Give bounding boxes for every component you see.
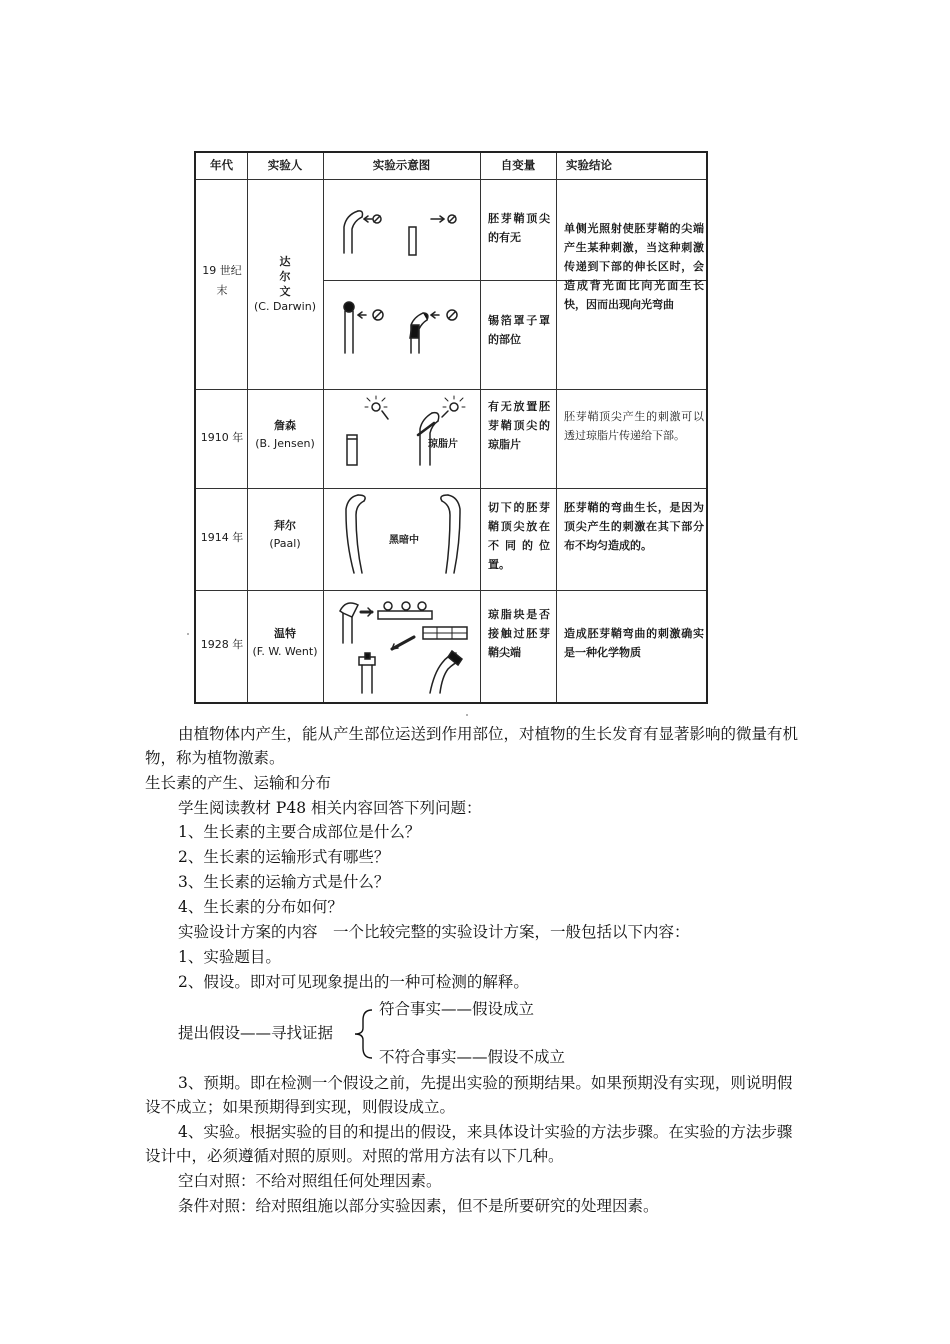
reading-instruction: 学生阅读教材 P48 相关内容回答下列问题： bbox=[178, 799, 482, 817]
question-4: 4、生长素的分布如何？ bbox=[178, 898, 343, 916]
question-1: 1、生长素的主要合成部位是什么？ bbox=[178, 823, 421, 841]
went-diagram bbox=[340, 602, 467, 693]
header-year: 年代 bbox=[210, 158, 233, 172]
person-cn: 温特 bbox=[274, 627, 296, 640]
step-4-text: 4、实验。根据实验的目的和提出的假设，来具体设计实验的方法步骤。在实验的方法步骤设计中，必须遵循对照的原则。对照的常用方法有以下几种。 bbox=[145, 1123, 793, 1165]
hypothesis-true: 符合事实——假设成立 bbox=[379, 1000, 535, 1018]
darwin-diagram-b bbox=[344, 302, 457, 353]
conclusion-paal: 胚芽鞘的弯曲生长，是因为顶尖产生的刺激在其下部分布不均匀造成的。 bbox=[564, 501, 704, 552]
variable-darwin-a: 胚芽鞘顶尖的有无 bbox=[488, 212, 550, 244]
year-jensen: 1910 年 bbox=[200, 431, 244, 444]
experiment-table bbox=[194, 151, 708, 704]
step-2: 2、假设。即对可见现象提出的一种可检测的解释。 bbox=[178, 973, 529, 991]
person-char: 文 bbox=[279, 285, 291, 298]
question-3: 3、生长素的运输方式是什么？ bbox=[178, 873, 390, 891]
variable-jensen: 有无放置胚芽鞘顶尖的琼脂片 bbox=[488, 400, 550, 451]
definition-paragraph bbox=[145, 722, 807, 770]
curly-brace bbox=[350, 1008, 376, 1060]
header-conclusion: 实验结论 bbox=[566, 158, 612, 172]
design-intro: 实验设计方案的内容 一个比较完整的实验设计方案，一般包括以下内容： bbox=[178, 923, 690, 941]
person-cn: 詹森 bbox=[274, 419, 296, 432]
person-char: 尔 bbox=[279, 270, 291, 283]
year-paal: 1914 年 bbox=[200, 531, 244, 544]
conclusion-darwin: 单侧光照射使胚芽鞘的尖端产生某种刺激，当这种刺激传递到下部的伸长区时，会造成背光面比向光面生长快，因而出现向光弯曲 bbox=[564, 222, 704, 311]
conclusion-went: 造成胚芽鞘弯曲的刺激确实是一种化学物质 bbox=[564, 627, 704, 659]
step-3-text: 3、预期。即在检测一个假设之前，先提出实验的预期结果。如果预期没有实现，则说明假设不成立；如果预期得到实现，则假设成立。 bbox=[145, 1074, 793, 1116]
year-darwin: 19 世纪末 bbox=[202, 264, 242, 297]
blank-control: 空白对照：不给对照组任何处理因素。 bbox=[178, 1172, 442, 1190]
variable-paal: 切下的胚芽鞘顶尖放在不同的位置。 bbox=[488, 501, 550, 571]
step-4 bbox=[145, 1120, 807, 1168]
variable-went: 琼脂块是否接触过胚芽鞘尖端 bbox=[488, 608, 550, 659]
year-went: 1928 年 bbox=[200, 638, 244, 651]
conclusion-jensen: 胚芽鞘顶尖产生的刺激可以透过琼脂片传递给下部。 bbox=[564, 410, 704, 442]
header-person: 实验人 bbox=[267, 158, 303, 172]
label-agar-sheet: 琼脂片 bbox=[428, 439, 458, 450]
variable-darwin-b: 锡箔罩子罩的部位 bbox=[488, 314, 550, 346]
label-darkness: 黑暗中 bbox=[389, 535, 419, 546]
scan-speck bbox=[187, 633, 189, 635]
hypothesis-left: 提出假设——寻找证据 bbox=[178, 1024, 334, 1042]
definition-text: 由植物体内产生，能从产生部位运送到作用部位，对植物的生长发育有显著影响的微量有机物，称为植物激素。 bbox=[145, 725, 799, 767]
person-en: (B. Jensen) bbox=[255, 437, 315, 450]
person-en: (Paal) bbox=[269, 537, 301, 550]
jensen-diagram bbox=[347, 396, 465, 465]
header-variable: 自变量 bbox=[500, 158, 536, 172]
step-1: 1、实验题目。 bbox=[178, 948, 281, 966]
condition-control: 条件对照：给对照组施以部分实验因素，但不是所要研究的处理因素。 bbox=[178, 1197, 659, 1215]
person-en: (F. W. Went) bbox=[252, 645, 318, 658]
person-char: 达 bbox=[279, 255, 291, 268]
header-diagram: 实验示意图 bbox=[372, 158, 431, 172]
section-heading: 生长素的产生、运输和分布 bbox=[145, 774, 332, 792]
question-2: 2、生长素的运输形式有哪些？ bbox=[178, 848, 390, 866]
scan-speck bbox=[466, 714, 468, 716]
person-en: (C. Darwin) bbox=[253, 300, 316, 313]
hypothesis-false: 不符合事实——假设不成立 bbox=[379, 1048, 566, 1066]
person-cn: 拜尔 bbox=[274, 519, 296, 532]
coleoptile-diagrams bbox=[196, 153, 710, 706]
step-3 bbox=[145, 1071, 807, 1119]
darwin-diagram-a bbox=[344, 211, 456, 255]
